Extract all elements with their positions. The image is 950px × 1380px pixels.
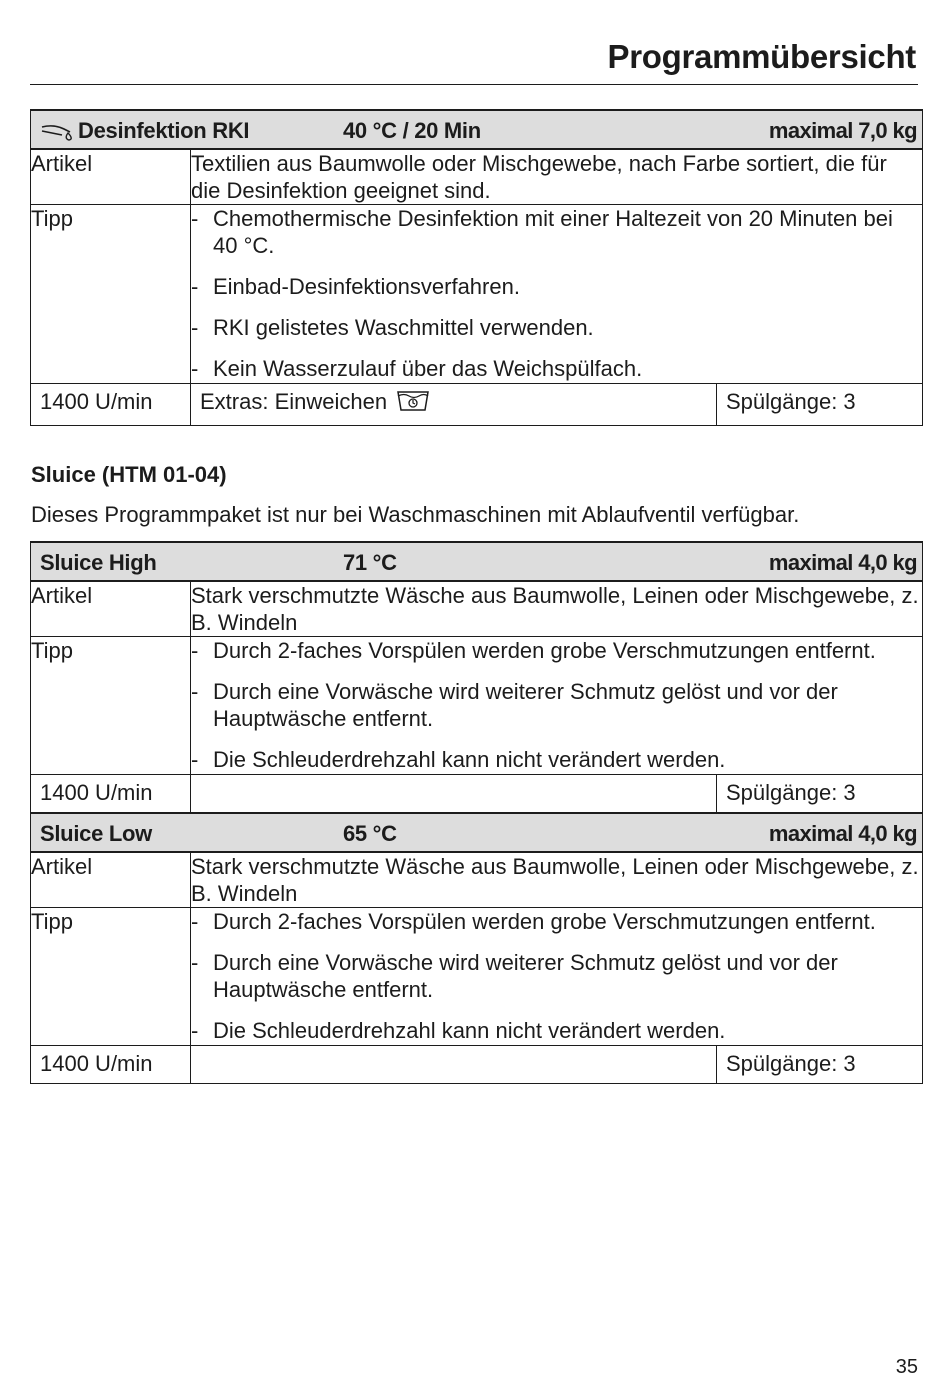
tipp-row — [31, 908, 923, 1046]
program-max-load: maximal 7,0 kg — [768, 118, 918, 143]
program-temperature: 71 °C — [343, 550, 397, 575]
rinse-count: Spülgänge: 3 — [717, 1046, 923, 1084]
section-description: Dieses Programmpaket ist nur bei Waschmaschinen mit Ablaufventil verfügbar. — [31, 502, 800, 527]
program-header-row — [31, 542, 923, 581]
page-title: Programmübersicht — [607, 38, 916, 75]
tips-list — [191, 205, 922, 382]
page-header — [30, 38, 918, 85]
tip-item: - Durch eine Vorwäsche wird weiterer Schmutz gelöst und vor der Hauptwäsche entfernt. — [191, 949, 922, 1003]
artikel-label: Artikel — [31, 581, 191, 637]
spin-speed: 1400 U/min — [31, 384, 191, 426]
extras-text: Extras: Einweichen — [200, 389, 388, 414]
tipp-row — [31, 205, 923, 384]
tipp-label: Tipp — [31, 637, 191, 775]
tip-item: - RKI gelistetes Waschmittel verwenden. — [191, 314, 922, 341]
tip-item: - Kein Wasserzulauf über das Weichspülfach. — [191, 355, 922, 382]
tipp-label: Tipp — [31, 908, 191, 1046]
page-number: 35 — [895, 1356, 918, 1378]
tip-item: - Chemothermische Desinfektion mit einer Haltezeit von 20 Minuten bei 40 °C. — [191, 205, 922, 259]
disinfection-icon — [40, 121, 74, 147]
footer-row — [31, 1046, 923, 1084]
program-table-desinfektion — [30, 109, 923, 426]
artikel-text: Textilien aus Baumwolle oder Mischgewebe, nach Farbe sortiert, die für die Desinfektion geeignet sind. — [191, 149, 923, 205]
artikel-row — [31, 852, 923, 908]
tip-item: - Die Schleuderdrehzahl kann nicht verändert werden. — [191, 1017, 922, 1044]
artikel-label: Artikel — [31, 149, 191, 205]
program-name: Sluice Low — [40, 821, 152, 846]
tip-item: - Durch eine Vorwäsche wird weiterer Schmutz gelöst und vor der Hauptwäsche entfernt. — [191, 678, 922, 732]
spin-speed: 1400 U/min — [31, 775, 191, 814]
program-header-row — [31, 813, 923, 852]
program-table-sluice — [30, 541, 923, 1084]
tip-item: - Durch 2-faches Vorspülen werden grobe Verschmutzungen entfernt. — [191, 637, 922, 664]
tip-item: - Einbad-Desinfektionsverfahren. — [191, 273, 922, 300]
extras-cell — [191, 384, 717, 426]
program-header-row — [31, 110, 923, 149]
extras-cell — [191, 775, 717, 814]
program-max-load: maximal 4,0 kg — [768, 550, 918, 575]
footer-row — [31, 775, 923, 814]
artikel-text: Stark verschmutzte Wäsche aus Baumwolle, Leinen oder Mischgewebe, z. B. Windeln — [191, 852, 923, 908]
tip-item: - Die Schleuderdrehzahl kann nicht verändert werden. — [191, 746, 922, 773]
program-temperature: 65 °C — [343, 821, 397, 846]
tips-list — [191, 908, 922, 1044]
program-name: Desinfektion RKI — [78, 118, 250, 143]
rinse-count: Spülgänge: 3 — [717, 384, 923, 426]
tipp-label: Tipp — [31, 205, 191, 384]
spin-speed: 1400 U/min — [31, 1046, 191, 1084]
artikel-row — [31, 149, 923, 205]
artikel-text: Stark verschmutzte Wäsche aus Baumwolle, Leinen oder Mischgewebe, z. B. Windeln — [191, 581, 923, 637]
program-temperature: 40 °C / 20 Min — [343, 118, 481, 143]
section-title: Sluice (HTM 01-04) — [31, 462, 227, 487]
rinse-count: Spülgänge: 3 — [717, 775, 923, 814]
soak-icon — [396, 389, 430, 419]
program-max-load: maximal 4,0 kg — [768, 821, 918, 846]
tips-list — [191, 637, 922, 773]
artikel-label: Artikel — [31, 852, 191, 908]
extras-cell — [191, 1046, 717, 1084]
footer-row — [31, 384, 923, 426]
artikel-row — [31, 581, 923, 637]
tip-item: - Durch 2-faches Vorspülen werden grobe Verschmutzungen entfernt. — [191, 908, 922, 935]
tipp-row — [31, 637, 923, 775]
program-name: Sluice High — [40, 550, 157, 575]
